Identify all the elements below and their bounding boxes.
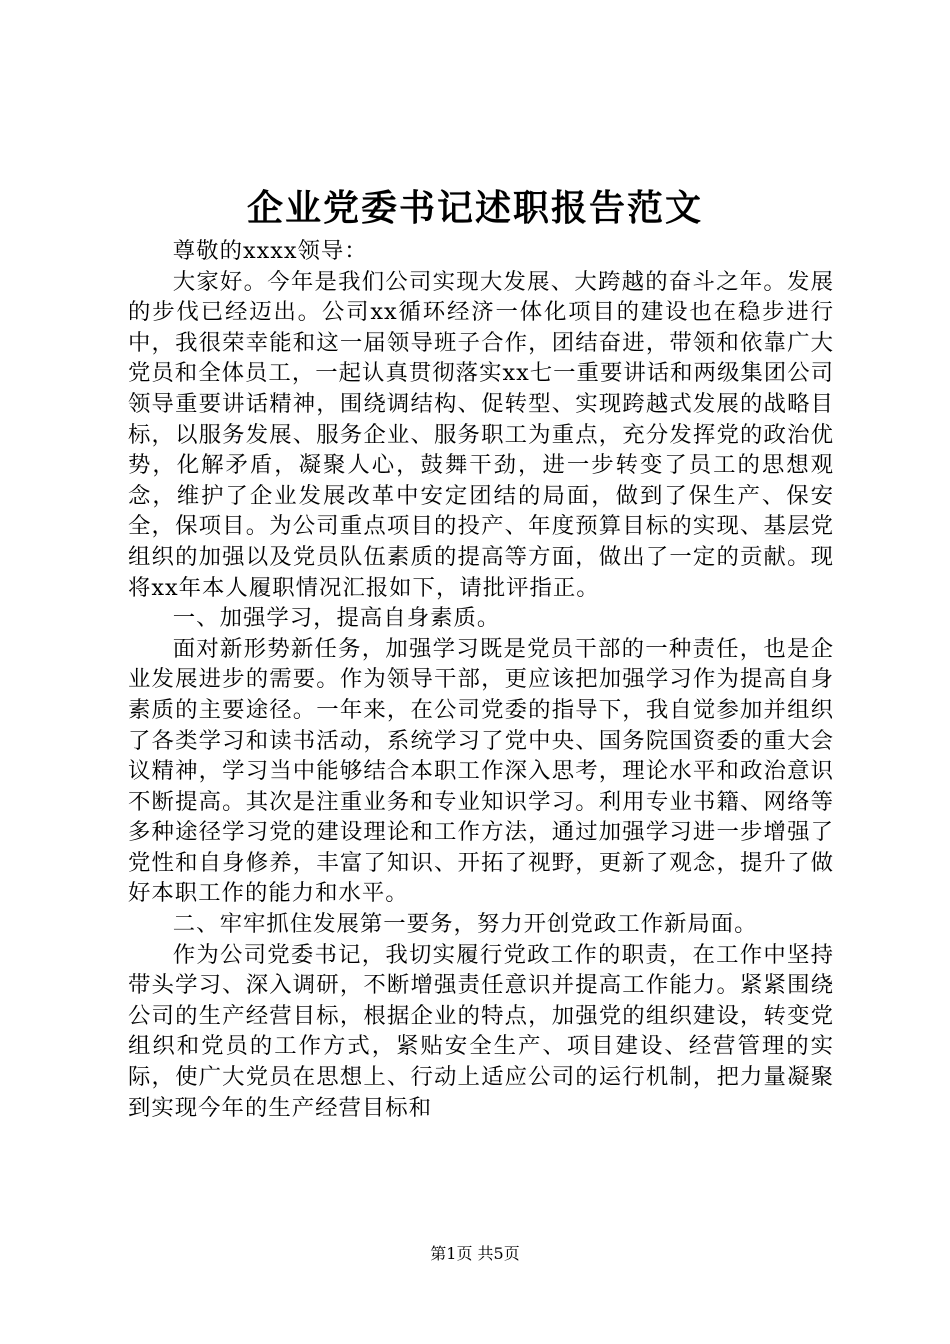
section-1-paragraph: 面对新形势新任务，加强学习既是党员干部的一种责任，也是企业发展进步的需要。作为领导干部，更应该把加强学习作为提高自身素质的主要途径。一年来，在公司党委的指导下，我自觉参加并组织了各类学习和读书活动，系统学习了党中央、国务院国资委的重大会议精神，学习当中能够结合本职工作深入思考，理论水平和政治意识不断提高。其次是注重业务和专业知识学习。利用专业书籍、网络等多种途径学习党的建设理论和工作方法，通过加强学习进一步增强了党性和自身修养，丰富了知识、开拓了视野，更新了观念，提升了做好本职工作的能力和水平。	[128, 635, 834, 907]
page-footer: 第1页 共5页	[430, 1244, 520, 1263]
section-heading-1: 一、加强学习，提高自身素质。	[172, 605, 501, 632]
salutation-paragraph: 尊敬的xxxx领导：	[172, 238, 368, 264]
intro-paragraph: 大家好。今年是我们公司实现大发展、大跨越的奋斗之年。发展的步伐已经迈出。公司xx循环经济一体化项目的建设也在稳步进行中，我很荣幸能和这一届领导班子合作，团结奋进，带领和依靠广大党员和全体员工，一起认真贯彻落实xx七一重要讲话和两级集团公司领导重要讲话精神，围绕调结构、促转型、实现跨越式发展的战略目标，以服务发展、服务企业、服务职工为重点，充分发挥党的政治优势，化解矛盾，凝聚人心，鼓舞干劲，进一步转变了员工的思想观念，维护了企业发展改革中安定团结的局面，做到了保生产、保安全，保项目。为公司重点项目的投产、年度预算目标的实现、基层党组织的加强以及党员队伍素质的提高等方面，做出了一定的贡献。现将xx年本人履职情况汇报如下，请批评指正。	[128, 268, 834, 601]
document-title: 企业党委书记述职报告范文	[246, 187, 703, 229]
section-heading-2: 二、牢牢抓住发展第一要务，努力开创党政工作新局面。	[172, 911, 758, 938]
section-2-paragraph: 作为公司党委书记，我切实履行党政工作的职责，在工作中坚持带头学习、深入调研，不断增强责任意识并提高工作能力。紧紧围绕公司的生产经营目标，根据企业的特点，加强党的组织建设，转变党组织和党员的工作方式，紧贴安全生产、项目建设、经营管理的实际，使广大党员在思想上、行动上适应公司的运行机制，把力量凝聚到实现今年的生产经营目标和	[128, 941, 834, 1121]
document-body	[128, 236, 834, 1123]
